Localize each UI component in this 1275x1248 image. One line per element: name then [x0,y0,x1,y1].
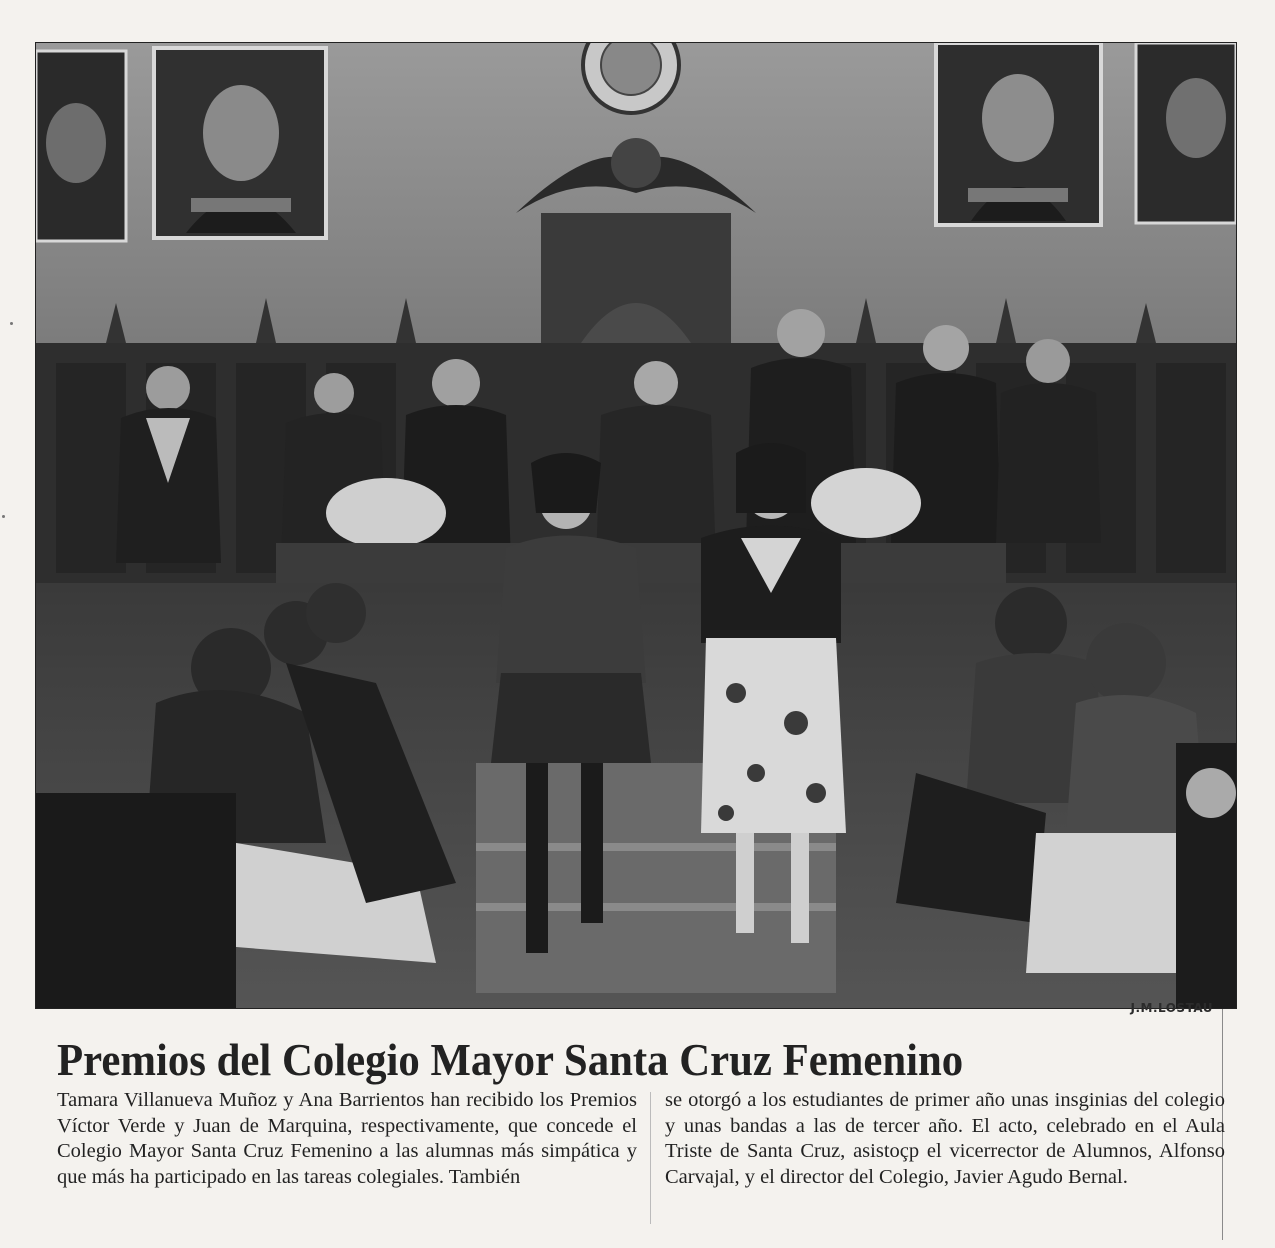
scan-speck [10,322,13,325]
article-column-right: se otorgó a los estudiantes de primer año unas insginias del colegio y unas bandas a las de tercer año. El acto, celebrado en el Aula Triste de Santa Cruz, asistoçp el vicerrector de Alumnos, Alfonso Carvajal, y el director del Colegio, Javier Agudo Bernal. [665,1089,1225,1188]
headline: Premios del Colegio Mayor Santa Cruz Femenino [57,1034,964,1085]
article-column-left: Tamara Villanueva Muñoz y Ana Barrientos han recibido los Premios Víctor Verde y Juan de Marquina, respectivamente, que concede el Colegio Mayor Santa Cruz Femenino a las alumnas más simpática y que más ha participado en las tareas colegiales. También [57,1089,637,1188]
news-photo [35,42,1237,1009]
flower-bouquet-left [326,478,446,548]
photo-illustration [36,43,1236,1008]
portrait-right [936,43,1101,225]
portrait-left [154,48,326,238]
portrait-right-edge [1136,43,1236,223]
portrait-left-edge [36,51,126,241]
flower-bouquet-right [811,468,921,538]
scan-speck [2,515,5,518]
column-divider [650,1092,651,1224]
photo-credit: J.M.LOSTAU [1130,1001,1213,1015]
